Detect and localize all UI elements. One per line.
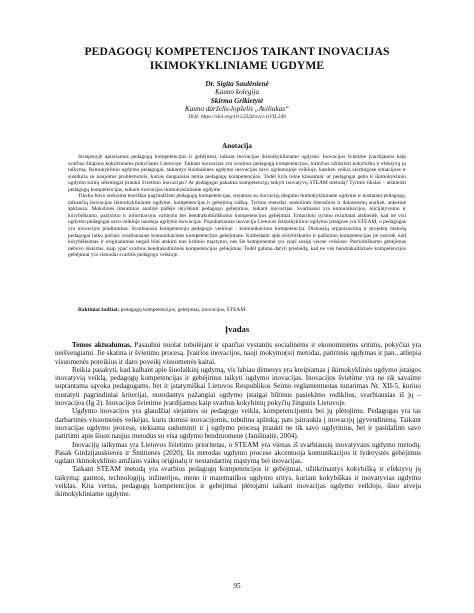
- author-2-name: Skirma Grikietytė: [210, 96, 264, 105]
- keywords-line: [68, 307, 406, 314]
- intro-paragraph-5: Taikant STEAM metodą yra svarbios pedagogų kompetencijos ir gebėjimai, užtikrinantys kokybišką ir efektyvų jų taikymą: gamtos, technologijų, inžinerijos, meno ir matematikos ugdymo sritys, kuriant kokybiškas ir inovatyvias ugdymo veiklas. Kita vertus, pedagogų kompetencijos ir gebėjimai plėtojami taikant inovacijas ugdymo veikloje, šiuo atveju ikimokykliniame ugdyme.: [55, 465, 421, 499]
- abstract-paragraph-1: Straipsnyje aptariamos pedagogų kompetencijos ir gebėjimai, taikant inovacijas ikimokykliniame ugdyme. Inovacijos švietime įvardijamos kaip svarbus žingsnis kokybiniams pokyčiams Lietuvoje. Taikant inovacijas yra svarbios pedagogų kompetencijos, turinčios užtikrinti kokybiška ir efektyvų jų taikymą. Ikimokyklinio ugdymo pedagogai, taikantys šiuolaikines ugdymo inovacijas savo ugdomojoje veikloje, kasdien veikia skirtingose situacijose ir susiduria su naujomis problemomis, kurias dauguasiai lemia pedagogų kompetencijos. Todėl kyla tokie klausimai: ar pedagogai geba ir ikimokyklinio ugdymo turinį sėkmingai įtraukti švietimo inovacijas? Ar pedagogai pakanka kompetencijų taikyti inovatyvų STEAM metodą? Tyrimo tikslas – atskleisti pedagogų kompetencijas, taikant inovacijas ikimokykliniame ugdyme.: [68, 154, 406, 193]
- intro-paragraph-1: [55, 341, 421, 366]
- keywords-label: Raktiniai žodžiai:: [78, 307, 120, 313]
- abstract-body: [68, 154, 406, 259]
- author-block: [40, 80, 434, 121]
- doi-link[interactable]: DOI: https://doi.org/10.52320/svv.v1iVII.240: [188, 113, 286, 120]
- intro-paragraph-1-text: Pasauliui nuolat tobulėjant ir sparčiai vystantis socialinėms ir ekonominėms sritims, pokyčiai yra neišvengiami. Jie skatina ir švietimo procesą. Įvairios inovacijos, nauji mokymo(si) metodai, patirtinis ugdymas ir pan., atliepia visuomenės poreikius ir daro poveikį visuomenės kaitai.: [55, 341, 421, 366]
- intro-paragraph-3: Ugdymo inovacijos yra glaudžiai siejamos su pedagogo veikla, kompetencijomis bei jų plėtojimu. Pedagogas yra tas darbartinės visuomenės veikėjas, kuris domisi inovacijomis, tobulina aplinką, pats įsitraukia į inovacijų įgyvendinimą. Taikant inovacijas ugdymo procese, siekiama sudominti ir į ugdymo procesą įtraukti ne tik savo ugdytinius, bet ir pasidalinti savo patirtimi apie šiuos naujus metodus su visa ugdymo bendruomene (Janiūnaitė, 2004).: [55, 407, 421, 441]
- title-line-2: IKIMOKYKLINIAME UGDYME: [149, 59, 325, 72]
- intro-paragraph-4: Inovacijų taikymas yra Lietuvos švietimo prioritetas, o STEAM yra vienas iš svarbiausių inovatyvaus ugdymo metodų. Pasak Girdzijauskienės ir Šmitienės (2020), šis metodas ugdymo procese akcentuoja komunikacijos ir lyderystės gebėjimus ugdant ikimokyklinio amžiaus vaikų originalų ir nestandartinį mąstymą bei inovacijas.: [55, 440, 421, 466]
- topic-relevance-lead: Temos aktualumas.: [72, 341, 132, 349]
- introduction-heading: Įvadas: [224, 324, 250, 334]
- title-line-1: PEDAGOGŲ KOMPETENCIJOS TAIKANT INOVACIJAS: [84, 45, 390, 58]
- author-2-affiliation: Kauno darželis-lopšelis „Aviliukas“: [184, 105, 290, 114]
- abstract-paragraph-2: Tiksliu buvo siekiama teoriškai pagrindžiant pedagogų kompetencijas, siejamas su inovacijų diegimu ikimokykliniame ugdyme ir nustatant pedagogų, taikančių inovacijas ikimokykliniame ugdyme, kompetencijas ir gebėjimų raišką. Tyrimo metodai: mokslinės literatūros ir dokumentų analizė, anketinė apklausa. Mokslinės literatūros analizė padėjo išryškinti pedagogo gebėjimus, taikant inovacijas. Svarbiausi yra komunikacijos, inicijatyvumo ir kūrybiškumo, pažinimo ir informacijos valdymo bei bendrakultūriškumo kompetencijos gebėjimai. Empirinio tyrimo rezultatai atskleidė, kad ne visi ugdymo pedagogai savo veikloje naudoja ugdymo inovacijas. Populiariausia inovacija Lietuvos ikimokyklinio ugdymo įstaigose yra STEAM, o pedagogas yra inovacijos pradininkas. Svarbiausia kompetencija pedagogo veikloje - komunikavimo kompetencija. Diskusijų organizavimą ir projektų metodą pedagogai laiko pačiais svarbiausiais komunikacinės kompetencijos gebėjimais. Kalbėdami apie kūrybiškumo ir pažinimo kompetencijas jie nurodė, kad kūrybiškumas ir originalumas negali būti atskirti nuo kritinio mąstymo, nes šie komponentai yra ypač susiję visose veiklose. Patrioltiškumo gebėjimas nebuvo išskirtas, kaip ypač svarbus bendrakultūrinės kompetencijos gebėjimas. Todėl galima daryti prielaidą, kad ne visi bendrakultūrinės kompetencijos gebėjimai yra vienodai svarbūs pedagogo veikloje.: [68, 193, 406, 259]
- keywords-text: pedagogų kompetencijos, gebėjimai, inovacijos, STEAM.: [120, 307, 247, 313]
- introduction-body: [55, 341, 421, 499]
- abstract-heading: Anotacija: [222, 142, 252, 150]
- page-number: 95: [233, 582, 241, 590]
- intro-paragraph-2: Reikia pasakyti, kad kalbant apie šiuolaikinį ugdymą, vis labiau dėmesys yra kreipiamas į ikimokyklinės ugdymo įstaigos inovatyvią veiklą, pedagogų kompetencijas ir gebėjimus taikyti ugdymo inovacijas. Inovacijos švietime yra ne tik savaime suprantama sąvoka pedagogams, bet ir įstatymiškai Lietuvos Respublikos Seimo reglamentuotas nutarimas Nr. XII-5, kuriuo nustatyti pagrindiniai kriterijai, nurodantys pažangiai ugdymo įstaigai būtinus pasiekimo rodiklius, svarbiausias iš jų – inovacijos (Ig 2). Inovacijos švietime įvardijamos kaip svarbus kokybinių pokyčių žingsnis Lietuvoje.: [55, 365, 421, 408]
- paper-title: [40, 45, 434, 73]
- author-1-affiliation: Kauno kolegija: [214, 88, 260, 97]
- author-1-name: Dr. Sigita Saulėnienė: [205, 80, 269, 88]
